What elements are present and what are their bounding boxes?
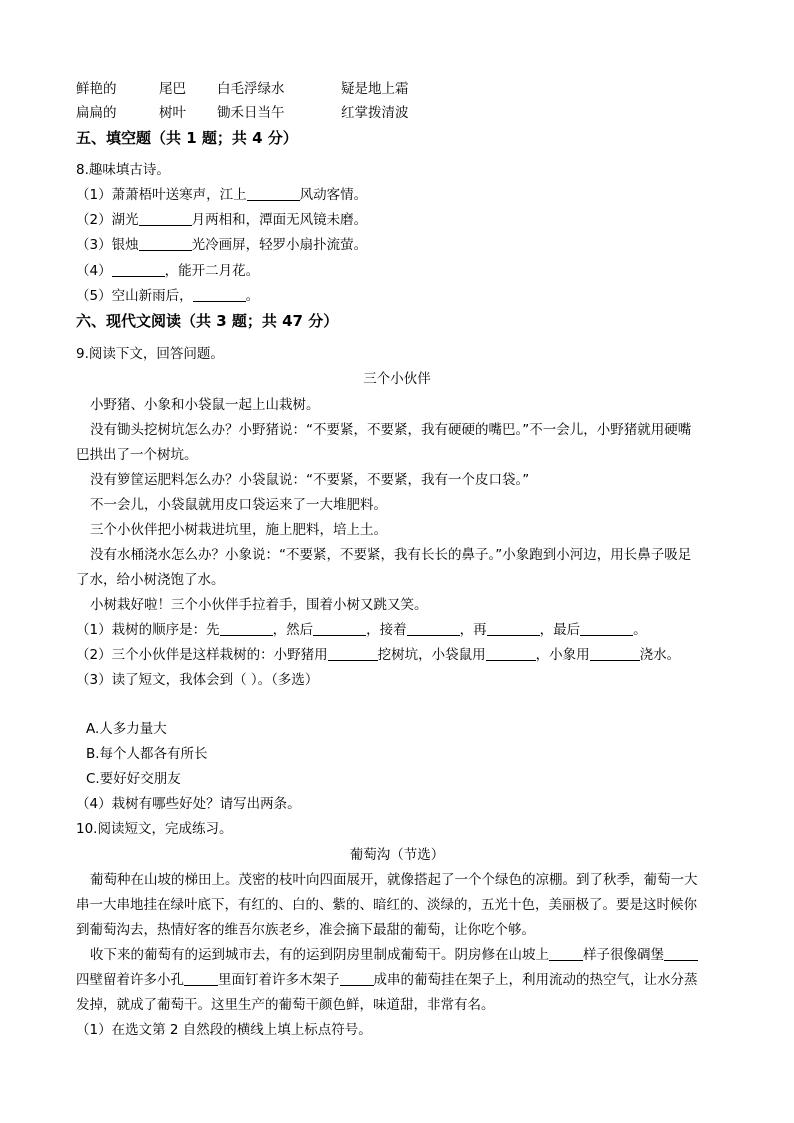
- matching-item: 扁扁的: [76, 105, 117, 121]
- answer-blank[interactable]: [590, 646, 640, 661]
- passage-line: 了水，给小树浇饱了水。: [76, 572, 225, 588]
- passage-line: 串一大串地挂在绿叶底下，有红的、白的、紫的、暗红的、淡绿的，五光十色，美丽极了。要是这时候你: [76, 897, 697, 913]
- option-c[interactable]: C.要好好交朋友: [86, 771, 181, 787]
- answer-blank[interactable]: [220, 621, 273, 636]
- option-b[interactable]: B.每个人都各有所长: [86, 746, 208, 762]
- question-9-stem: 9.阅读下文，回答问题。: [76, 346, 224, 362]
- answer-blank[interactable]: [139, 236, 192, 251]
- passage-line: 没有箩筐运肥料怎么办？小袋鼠说：“不要紧，不要紧，我有一个皮口袋。”: [90, 472, 530, 488]
- answer-blank[interactable]: [486, 646, 536, 661]
- section-title-5: 五、填空题（共 1 题；共 4 分）: [76, 129, 298, 147]
- q8-line-1: （1）萧萧梧叶送寒声，江上 风动客情。: [76, 187, 368, 203]
- q8-line-3: （3）银烛 光冷画屏，轻罗小扇扑流萤。: [76, 237, 368, 253]
- passage-line: 小野猪、小象和小袋鼠一起上山栽树。: [90, 397, 320, 413]
- passage-line: 没有水桶浇水怎么办？小象说：“不要紧，不要紧，我有长长的鼻子。”小象跑到小河边，用长鼻子吸足: [90, 547, 692, 563]
- passage-line: 到葡萄沟去，热情好客的维吾尔族老乡，准会摘下最甜的葡萄，让你吃个够。: [76, 922, 535, 938]
- answer-blank[interactable]: [549, 946, 583, 961]
- q8-line-4: （4） ，能开二月花。: [76, 263, 260, 279]
- q9-sub-3: （3）读了短文，我体会到（ ）。（多选）: [76, 672, 319, 688]
- matching-row-1: [76, 80, 776, 98]
- matching-item: 红掌拨清波: [341, 105, 409, 121]
- passage-line: 葡萄种在山坡的梯田上。茂密的枝叶向四面展开，就像搭起了一个个绿色的凉棚。到了秋季，葡萄一大: [90, 872, 698, 888]
- answer-blank[interactable]: [328, 646, 378, 661]
- answer-blank[interactable]: [139, 211, 192, 226]
- option-a[interactable]: A.人多力量大: [86, 721, 167, 737]
- matching-item: 鲜艳的: [76, 81, 117, 97]
- answer-blank[interactable]: [313, 621, 366, 636]
- passage-title: 葡萄沟（节选）: [349, 847, 445, 863]
- passage-line: 没有锄头挖树坑怎么办？小野猪说：“不要紧，不要紧，我有硬硬的嘴巴。”不一会儿，小野猪就用硬嘴: [90, 422, 692, 438]
- q9-sub-2: （2）三个小伙伴是这样栽树的：小野猪用 挖树坑，小袋鼠用 ，小象用 浇水。: [76, 647, 681, 663]
- q9-sub-1: （1）栽树的顺序是：先 ，然后 ，接着 ，再 ，最后 。: [76, 622, 647, 638]
- question-10-stem: 10.阅读短文，完成练习。: [76, 821, 233, 837]
- answer-blank[interactable]: [112, 262, 165, 277]
- passage-line: 四壁留着许多小孔 里面钉着许多木架子 成串的葡萄挂在架子上，利用流动的热空气，让水分蒸: [76, 972, 698, 988]
- answer-blank[interactable]: [664, 946, 698, 961]
- q10-sub-1: （1）在选文第 2 自然段的横线上填上标点符号。: [76, 1022, 372, 1038]
- passage-line: 小树栽好啦！三个小伙伴手拉着手，围着小树又跳又笑。: [90, 597, 428, 613]
- matching-row-2: [76, 104, 776, 122]
- answer-blank[interactable]: [340, 971, 374, 986]
- passage-line: 三个小伙伴把小树栽进坑里，施上肥料，培上土。: [90, 522, 387, 538]
- answer-blank[interactable]: [407, 621, 460, 636]
- answer-blank[interactable]: [193, 287, 246, 302]
- passage-line: 不一会儿，小袋鼠就用皮口袋运来了一大堆肥料。: [90, 497, 387, 513]
- matching-item: 白毛浮绿水: [217, 81, 285, 97]
- matching-item: 锄禾日当午: [217, 105, 285, 121]
- q9-sub-4: （4）栽树有哪些好处？请写出两条。: [76, 796, 301, 812]
- section-title-6: 六、现代文阅读（共 3 题；共 47 分）: [76, 312, 339, 330]
- answer-blank[interactable]: [247, 186, 300, 201]
- passage-line: 巴拱出了一个树坑。: [76, 447, 198, 463]
- matching-item: 尾巴: [159, 81, 186, 97]
- passage-line: 发掉，就成了葡萄干。这里生产的葡萄干颜色鲜，味道甜，非常有名。: [76, 997, 495, 1013]
- passage-title: 三个小伙伴: [363, 371, 431, 387]
- answer-blank[interactable]: [184, 971, 218, 986]
- matching-item: 树叶: [159, 105, 186, 121]
- passage-line: 收下来的葡萄有的运到城市去，有的运到阴房里制成葡萄干。阴房修在山坡上 样子很像碉堡: [90, 946, 698, 964]
- matching-item: 疑是地上霜: [341, 81, 409, 97]
- answer-blank[interactable]: [487, 621, 540, 636]
- answer-blank[interactable]: [580, 621, 633, 636]
- question-8-stem: 8.趣味填古诗。: [76, 162, 170, 178]
- q8-line-2: （2）湖光 月两相和，潭面无风镜未磨。: [76, 212, 368, 228]
- q8-line-5: （5）空山新雨后， 。: [76, 288, 260, 304]
